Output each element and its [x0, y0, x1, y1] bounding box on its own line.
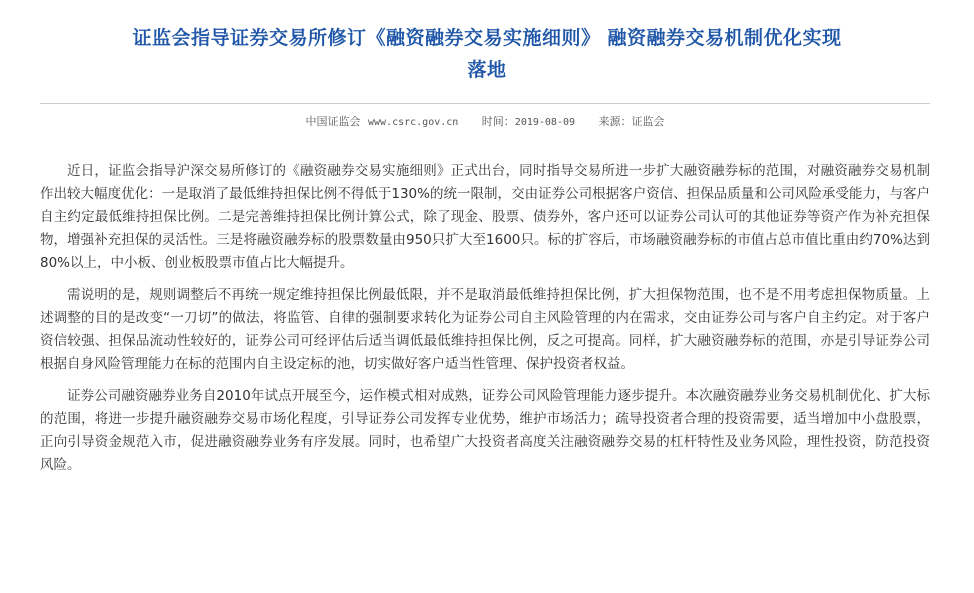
meta-time-value: 2019-08-09: [514, 117, 576, 128]
meta-source-label: 来源：: [598, 115, 632, 128]
article-paragraph: 近日，证监会指导沪深交易所修订的《融资融券交易实施细则》正式出台，同时指导交易所进一步扩大融资融券标的范围，对融资融券交易机制作出较大幅度优化：一是取消了最低维持担保比例不得低于130%的统一限制，交由证券公司根据客户资信、担保品质量和公司风险承受能力，与客户自主约定最低维持担保比例。二是完善维持担保比例计算公式，除了现金、股票、债券外，客户还可以证券公司认可的其他证券等资产作为补充担保物，增强补充担保的灵活性。三是将融资融券标的股票数量由950只扩大至1600只。标的扩容后，市场融资融券标的市值占总市值比重由约70%达到80%以上，中小板、创业板股票市值占比大幅提升。: [40, 163, 930, 271]
meta-time: [482, 115, 579, 128]
meta-site: [305, 115, 461, 128]
title-divider: [40, 103, 930, 104]
article-meta: [40, 114, 930, 131]
article-title-line-1: 证监会指导证券交易所修订《融资融券交易实施细则》 融资融券交易机制优化实现: [132, 27, 842, 49]
meta-site-name: 中国证监会: [305, 115, 361, 128]
article-title-line-2: 落地: [467, 59, 507, 81]
article-title: [100, 22, 874, 86]
meta-source: [599, 115, 665, 128]
meta-source-value: 证监会: [631, 115, 665, 128]
meta-time-label: 时间：: [481, 115, 515, 128]
meta-site-url[interactable]: www.csrc.gov.cn: [367, 117, 459, 128]
article-paragraph: 证券公司融资融券业务自2010年试点开展至今，运作模式相对成熟，证券公司风险管理能力逐步提升。本次融资融券业务交易机制优化、扩大标的范围，将进一步提升融资融券交易市场化程度，引导证券公司发挥专业优势，维护市场活力；疏导投资者合理的投资需要，适当增加中小盘股票，正向引导资金规范入市，促进融资融券业务有序发展。同时，也希望广大投资者高度关注融资融券交易的杠杆特性及业务风险，理性投资，防范投资风险。: [40, 388, 930, 473]
article-body: [40, 160, 930, 486]
article-paragraph: 需说明的是，规则调整后不再统一规定维持担保比例最低限，并不是取消最低维持担保比例，扩大担保物范围，也不是不用考虑担保物质量。上述调整的目的是改变“一刀切”的做法，将监管、自律的强制要求转化为证券公司自主风险管理的内在需求，交由证券公司与客户自主约定。对于客户资信较强、担保品流动性较好的，证券公司可经评估后适当调低最低维持担保比例，反之可提高。同样，扩大融资融券标的范围，亦是引导证券公司根据自身风险管理能力在标的范围内自主设定标的池，切实做好客户适当性管理、保护投资者权益。: [40, 287, 930, 372]
